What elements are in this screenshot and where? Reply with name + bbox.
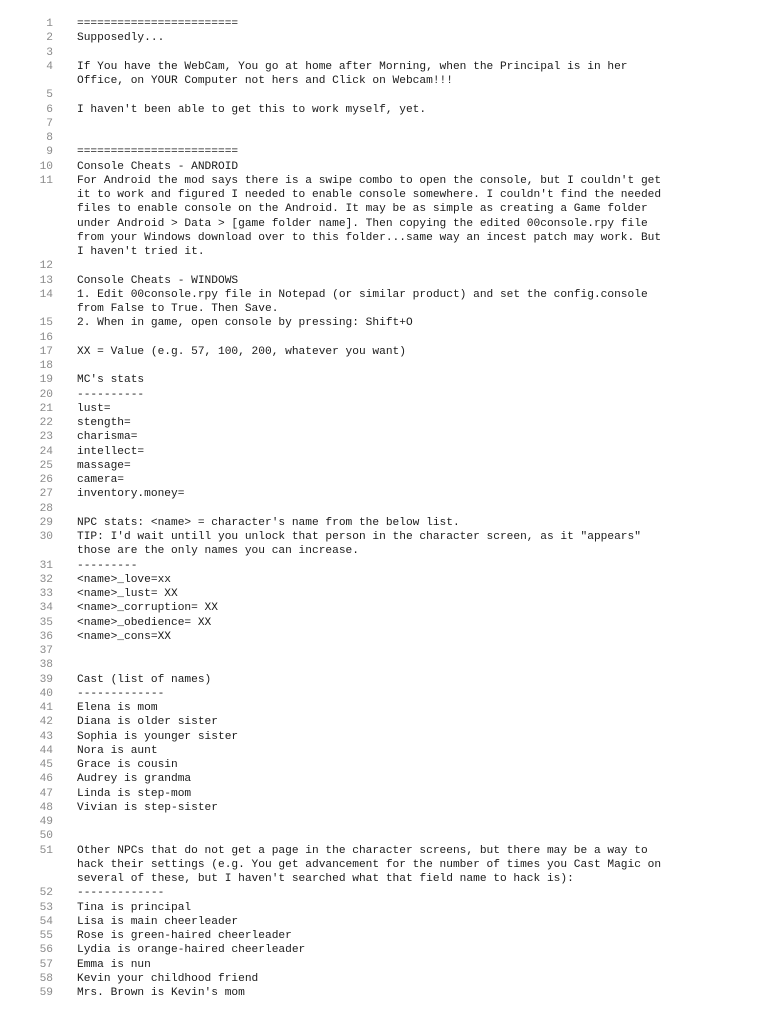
- line-number: 40: [39, 687, 53, 700]
- line-number: 27: [39, 488, 53, 501]
- text-line: [0, 445, 768, 459]
- line-text: For Android the mod says there is a swipe combo to open the console, but I couldn't get it to work and figured I needed to enable console somewhere. I couldn't find the needed files to enable console on the Android. It may be as simple as creating a Game folder under Android > Data > [game folder name]. Then copying the edited 00console.rpy file from your Windows download over to this folder...same way an incest patch may work. But I haven't tried it.: [77, 174, 662, 258]
- line-text: Tina is principal: [77, 901, 192, 914]
- line-number: 30: [39, 531, 53, 543]
- line-text: [77, 331, 737, 345]
- line-text: <name>_cons=XX: [77, 630, 171, 643]
- line-text: massage=: [77, 459, 131, 472]
- text-line: [0, 459, 768, 473]
- line-number: 21: [39, 402, 53, 415]
- line-number: 16: [39, 331, 53, 344]
- line-number: 57: [39, 958, 53, 971]
- text-line: [0, 758, 768, 772]
- line-text: ---------: [77, 559, 138, 572]
- line-text: [77, 88, 737, 102]
- text-line: [0, 402, 768, 416]
- line-number: 45: [39, 759, 53, 771]
- text-line: [0, 274, 768, 288]
- line-number: 15: [39, 317, 53, 330]
- line-text: stength=: [77, 417, 131, 429]
- text-line: [0, 345, 768, 359]
- line-text: Diana is older sister: [77, 716, 218, 729]
- line-text: [77, 46, 737, 60]
- line-text: Audrey is grandma: [77, 773, 192, 786]
- text-line: [0, 730, 768, 744]
- line-number: 44: [39, 744, 53, 757]
- line-number: 9: [46, 146, 53, 159]
- line-number: 39: [39, 673, 53, 686]
- line-number: 19: [39, 374, 53, 387]
- line-text: <name>_lust= XX: [77, 588, 178, 600]
- line-number: 43: [39, 730, 53, 743]
- line-text: MC's stats: [77, 374, 145, 387]
- text-line: [0, 31, 768, 45]
- text-line: [0, 915, 768, 929]
- line-number: 11: [39, 174, 53, 187]
- line-number: 52: [39, 887, 53, 900]
- line-number: 35: [39, 616, 53, 629]
- line-text: ========================: [77, 146, 239, 159]
- line-number: 54: [39, 915, 53, 928]
- text-line: [0, 46, 768, 60]
- line-text: <name>_corruption= XX: [77, 602, 218, 615]
- line-text: Other NPCs that do not get a page in the character screens, but there may be a way to hack their settings (e.g. You get advancement for the number of times you Cast Magic on several of these, but I haven't searched what that field name to hack is):: [77, 844, 662, 885]
- text-line: [0, 259, 768, 273]
- text-line: [0, 573, 768, 587]
- line-text: intellect=: [77, 445, 145, 458]
- line-text: 2. When in game, open console by pressing: Shift+O: [77, 317, 413, 330]
- text-line: [0, 601, 768, 615]
- line-text: Console Cheats - ANDROID: [77, 160, 239, 173]
- line-text: lust=: [77, 402, 111, 415]
- text-line: [0, 473, 768, 487]
- line-text: TIP: I'd wait untill you unlock that person in the character screen, as it "appears" those are the only names you can increase.: [77, 531, 641, 558]
- text-line: [0, 516, 768, 530]
- line-text: Sophia is younger sister: [77, 730, 239, 743]
- line-text: Grace is cousin: [77, 759, 178, 771]
- line-number: 53: [39, 901, 53, 914]
- line-text: NPC stats: <name> = character's name from the below list.: [77, 516, 460, 529]
- line-number: 36: [39, 630, 53, 643]
- text-line: [0, 288, 768, 317]
- line-text: ----------: [77, 388, 145, 401]
- line-text: <name>_love=xx: [77, 573, 171, 586]
- line-number: 38: [39, 659, 53, 672]
- line-number: 49: [39, 816, 53, 828]
- text-line: [0, 772, 768, 786]
- line-number: 4: [46, 60, 53, 73]
- text-line: [0, 929, 768, 943]
- line-text: Elena is mom: [77, 702, 158, 714]
- text-line: [0, 530, 768, 559]
- line-text: 1. Edit 00console.rpy file in Notepad (or similar product) and set the config.console from False to True. Then Save.: [77, 288, 648, 315]
- line-text: inventory.money=: [77, 488, 185, 501]
- line-text: Cast (list of names): [77, 673, 212, 686]
- text-line: [0, 388, 768, 402]
- line-number: 1: [46, 18, 53, 30]
- line-text: [77, 829, 737, 843]
- line-number: 41: [39, 702, 53, 714]
- line-number: 37: [39, 645, 53, 657]
- line-number: 14: [39, 288, 53, 301]
- text-line: [0, 715, 768, 729]
- text-document[interactable]: [0, 17, 768, 1000]
- line-text: Mrs. Brown is Kevin's mom: [77, 987, 245, 999]
- text-line: [0, 658, 768, 672]
- text-line: [0, 174, 768, 260]
- line-number: 58: [39, 972, 53, 985]
- line-text: ========================: [77, 18, 239, 30]
- text-line: [0, 744, 768, 758]
- line-text: I haven't been able to get this to work myself, yet.: [77, 103, 427, 116]
- line-number: 20: [39, 388, 53, 401]
- line-number: 22: [39, 417, 53, 429]
- line-text: [77, 259, 737, 273]
- text-line: [0, 559, 768, 573]
- line-text: [77, 359, 737, 373]
- line-text: Kevin your childhood friend: [77, 972, 259, 985]
- text-line: [0, 17, 768, 31]
- line-text: -------------: [77, 687, 165, 700]
- line-number: 42: [39, 716, 53, 729]
- line-number: 59: [39, 987, 53, 999]
- text-line: [0, 587, 768, 601]
- text-line: [0, 630, 768, 644]
- line-number: 51: [39, 844, 53, 857]
- text-line: [0, 117, 768, 131]
- line-text: [77, 644, 737, 658]
- line-number: 12: [39, 260, 53, 273]
- text-line: [0, 430, 768, 444]
- line-text: Supposedly...: [77, 32, 165, 45]
- line-text: camera=: [77, 474, 124, 486]
- text-line: [0, 373, 768, 387]
- text-line: [0, 787, 768, 801]
- text-line: [0, 88, 768, 102]
- line-text: [77, 131, 737, 145]
- text-line: [0, 131, 768, 145]
- text-line: [0, 801, 768, 815]
- text-line: [0, 316, 768, 330]
- text-line: [0, 103, 768, 117]
- line-text: Rose is green-haired cheerleader: [77, 930, 292, 942]
- line-text: Linda is step-mom: [77, 787, 192, 800]
- line-number: 47: [39, 787, 53, 800]
- text-line: [0, 815, 768, 829]
- line-text: -------------: [77, 887, 165, 900]
- line-number: 28: [39, 502, 53, 515]
- text-line: [0, 972, 768, 986]
- line-number: 32: [39, 573, 53, 586]
- line-text: Nora is aunt: [77, 744, 158, 757]
- line-number: 17: [39, 345, 53, 358]
- line-number: 5: [46, 89, 53, 102]
- text-line: [0, 673, 768, 687]
- line-number: 8: [46, 132, 53, 144]
- line-number: 55: [39, 930, 53, 942]
- line-text: If You have the WebCam, You go at home after Morning, when the Principal is in her Office, on YOUR Computer not hers and Click on Webcam!!!: [77, 60, 628, 87]
- line-text: charisma=: [77, 431, 138, 444]
- text-line: [0, 145, 768, 159]
- text-line: [0, 359, 768, 373]
- line-number: 48: [39, 801, 53, 814]
- line-number: 31: [39, 559, 53, 572]
- text-line: [0, 829, 768, 843]
- line-text: Console Cheats - WINDOWS: [77, 274, 239, 287]
- line-text: Vivian is step-sister: [77, 801, 218, 814]
- text-line: [0, 844, 768, 887]
- line-number: 26: [39, 474, 53, 486]
- text-line: [0, 331, 768, 345]
- text-line: [0, 60, 768, 89]
- text-line: [0, 958, 768, 972]
- text-line: [0, 160, 768, 174]
- line-number: 25: [39, 459, 53, 472]
- line-number: 7: [46, 117, 53, 130]
- line-text: <name>_obedience= XX: [77, 616, 212, 629]
- text-line: [0, 901, 768, 915]
- text-line: [0, 701, 768, 715]
- line-number: 6: [46, 103, 53, 116]
- line-number: 56: [39, 944, 53, 957]
- line-number: 10: [39, 160, 53, 173]
- line-number: 29: [39, 516, 53, 529]
- line-text: Lisa is main cheerleader: [77, 915, 239, 928]
- line-text: [77, 502, 737, 516]
- text-line: [0, 487, 768, 501]
- line-number: 34: [39, 602, 53, 615]
- line-number: 18: [39, 360, 53, 372]
- line-text: [77, 117, 737, 131]
- line-text: XX = Value (e.g. 57, 100, 200, whatever you want): [77, 345, 406, 358]
- text-line: [0, 644, 768, 658]
- text-line: [0, 886, 768, 900]
- line-number: 2: [46, 32, 53, 45]
- text-line: [0, 416, 768, 430]
- line-number: 46: [39, 773, 53, 786]
- line-text: [77, 815, 737, 829]
- line-text: Emma is nun: [77, 958, 151, 971]
- text-line: [0, 616, 768, 630]
- text-line: [0, 502, 768, 516]
- line-text: [77, 658, 737, 672]
- line-number: 24: [39, 445, 53, 458]
- line-number: 23: [39, 431, 53, 444]
- line-text: Lydia is orange-haired cheerleader: [77, 944, 306, 957]
- text-line: [0, 687, 768, 701]
- line-number: 13: [39, 274, 53, 287]
- text-line: [0, 943, 768, 957]
- line-number: 50: [39, 830, 53, 843]
- line-number: 3: [46, 46, 53, 59]
- line-number: 33: [39, 588, 53, 600]
- text-line: [0, 986, 768, 1000]
